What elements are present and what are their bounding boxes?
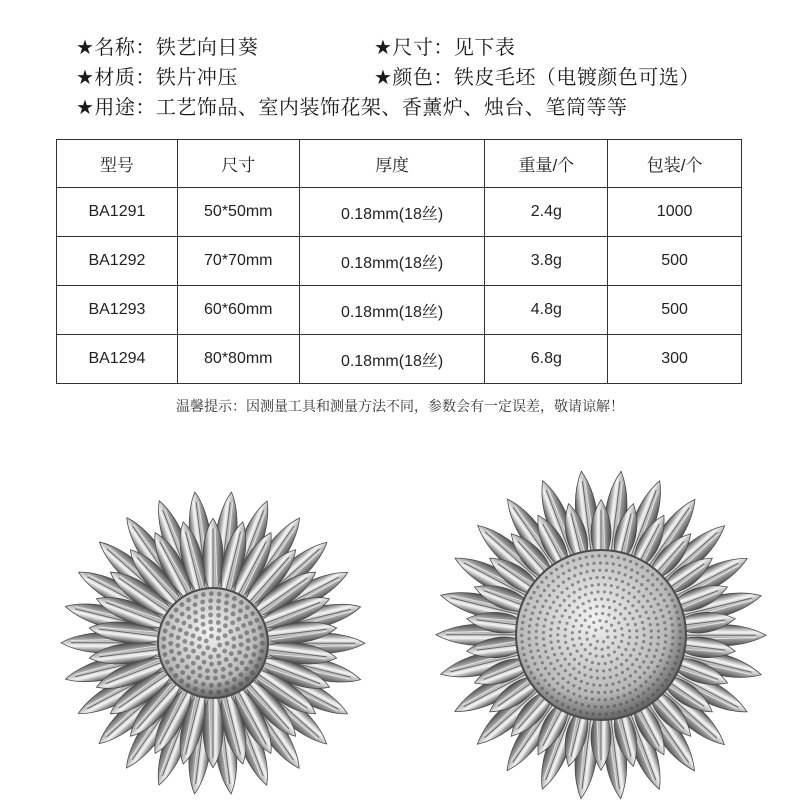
cell-size: 60*60mm <box>177 286 299 335</box>
cell-thickness: 0.18mm(18丝) <box>299 335 485 384</box>
cell-size: 80*80mm <box>177 335 299 384</box>
table-row <box>57 188 742 237</box>
sunflower-photo-left <box>53 478 373 808</box>
sunflower-photo-right <box>431 465 771 805</box>
cell-thickness: 0.18mm(18丝) <box>299 188 485 237</box>
table-row <box>57 335 742 384</box>
cell-packing: 300 <box>608 335 742 384</box>
cell-size: 70*70mm <box>177 237 299 286</box>
spec-table <box>56 139 742 384</box>
cell-weight: 3.8g <box>485 237 608 286</box>
cell-weight: 6.8g <box>485 335 608 384</box>
cell-model: BA1292 <box>57 237 178 286</box>
spec-size: ★尺寸：见下表 <box>374 31 515 60</box>
spec-table-wrapper <box>56 139 742 383</box>
header-weight: 重量/个 <box>485 140 608 188</box>
spec-row-3 <box>76 90 756 120</box>
product-photos <box>0 460 800 800</box>
header-model: 型号 <box>57 140 178 188</box>
spec-material: ★材质：铁片冲压 <box>76 61 374 90</box>
cell-model: BA1291 <box>57 188 178 237</box>
header-size: 尺寸 <box>177 140 299 188</box>
spec-row-2 <box>76 60 756 90</box>
table-row <box>57 286 742 335</box>
cell-model: BA1294 <box>57 335 178 384</box>
cell-model: BA1293 <box>57 286 178 335</box>
header-thickness: 厚度 <box>299 140 485 188</box>
measurement-note: 温馨提示：因测量工具和测量方法不同，参数会有一定误差，敬请谅解！ <box>0 396 800 416</box>
spec-name: ★名称：铁艺向日葵 <box>76 31 374 60</box>
cell-packing: 500 <box>608 237 742 286</box>
spec-color: ★颜色：铁皮毛坯（电镀颜色可选） <box>374 61 700 90</box>
cell-size: 50*50mm <box>177 188 299 237</box>
header-packing: 包装/个 <box>608 140 742 188</box>
cell-weight: 4.8g <box>485 286 608 335</box>
cell-packing: 1000 <box>608 188 742 237</box>
spec-row-1 <box>76 30 756 60</box>
spec-usage: ★用途：工艺饰品、室内装饰花架、香薰炉、烛台、笔筒等等 <box>76 91 627 120</box>
cell-packing: 500 <box>608 286 742 335</box>
table-row <box>57 237 742 286</box>
table-header-row <box>57 140 742 188</box>
product-specs <box>76 30 756 120</box>
cell-thickness: 0.18mm(18丝) <box>299 286 485 335</box>
cell-weight: 2.4g <box>485 188 608 237</box>
cell-thickness: 0.18mm(18丝) <box>299 237 485 286</box>
